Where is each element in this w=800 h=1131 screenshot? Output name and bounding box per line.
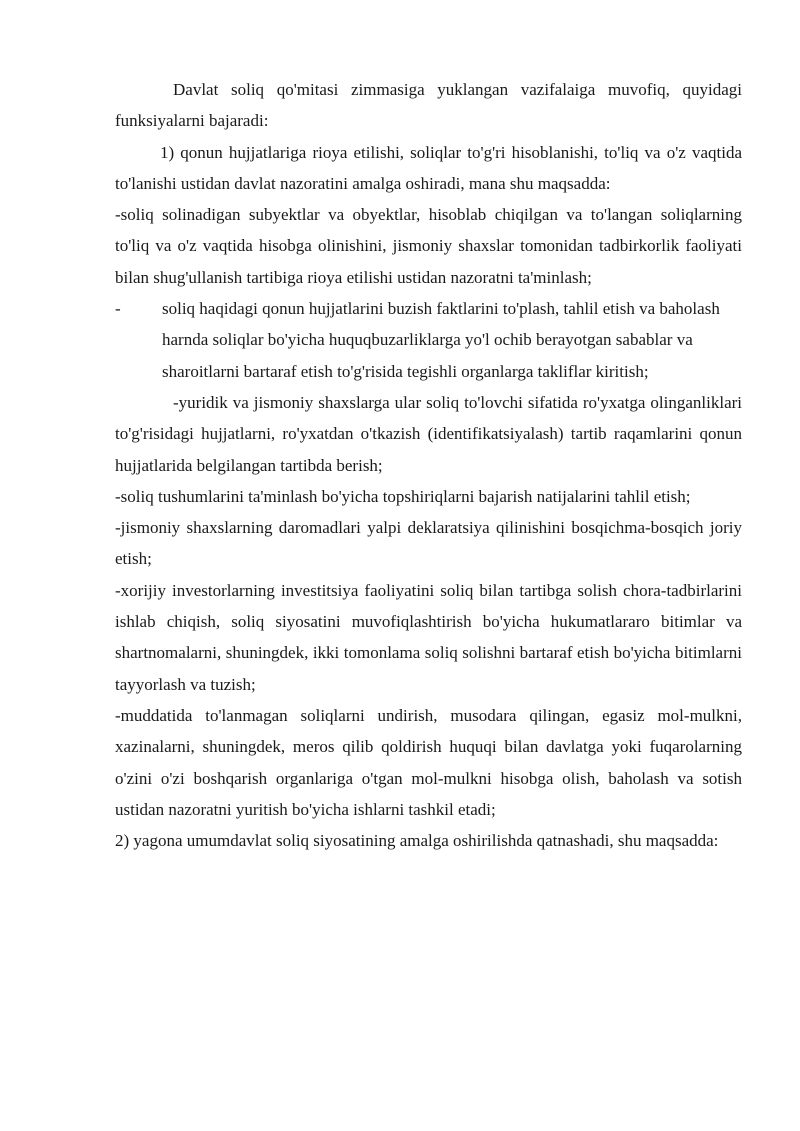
paragraph-bullet-violations <box>115 293 742 387</box>
paragraph-bullet-control: -soliq solinadigan subyektlar va obyektlar, hisoblab chiqilgan va to'langan soliqlarning to'liq va o'z vaqtida hisobga olinishini, jismoniy shaxslar tomonidan tadbirkorlik faoliyati bilan shug'ullanish tartibiga rioya etilishi ustidan nazoratni ta'minlash; <box>115 205 742 287</box>
document-body <box>115 74 742 856</box>
paragraph-intro: Davlat soliq qo'mitasi zimmasiga yuklangan vazifalaiga muvofiq, quyidagi funksiyalarni bajaradi: <box>115 80 742 131</box>
bullet-text: soliq haqidagi qonun hujjatlarini buzish faktlarini to'plash, tahlil etish va baholash harnda soliqlar bo'yicha huquqbuzarliklarga yo'l ochib berayotgan sabablar va sharoitlarni bartaraf etish to'g'risida tegishli organlarga takliflar kiritish; <box>162 299 720 381</box>
paragraph-bullet-registration: -yuridik va jismoniy shaxslarga ular soliq to'lovchi sifatida ro'yxatga olinganliklari to'g'risidagi hujjatlarni, ro'yxatdan o'tkazish (identifikatsiyalash) tartib raqamlarini qonun hujjatlarida belgilangan tartibda berish; <box>115 392 742 475</box>
paragraph-bullet-revenue: -soliq tushumlarini ta'minlash bo'yicha topshiriqlarni bajarish natijalarini tahlil etish; <box>115 486 691 506</box>
paragraph-bullet-declaration: -jismoniy shaxslarning daromadlari yalpi deklaratsiya qilinishini bosqichma-bosqich joriy etish; <box>115 518 742 569</box>
paragraph-bullet-investors: -xorijiy investorlarning investitsiya faoliyatini soliq bilan tartibga solish chora-tadbirlarini ishlab chiqish, soliq siyosatini muvofiqlashtirish bo'yicha hukumatlararo bitimlar va shartnomalarni, shuningdek, ikki tomonlama soliq solishni bartaraf etish bo'yicha bitimlarni tayyorlash va tuzish; <box>115 580 742 694</box>
bullet-dash: - <box>115 299 121 319</box>
paragraph-item-2: 2) yagona umumdavlat soliq siyosatining amalga oshirilishda qatnashadi, shu maqsadda: <box>115 831 719 851</box>
paragraph-item-1: 1) qonun hujjatlariga rioya etilishi, soliqlar to'g'ri hisoblanishi, to'liq va o'z vaqtida to'lanishi ustidan davlat nazoratini amalga oshiradi, mana shu maqsadda: <box>115 142 742 193</box>
paragraph-bullet-collection: -muddatida to'lanmagan soliqlarni undirish, musodara qilingan, egasiz mol-mulkni, xazinalarni, shuningdek, meros qilib qoldirish huquqi bilan davlatga yoki fuqarolarning o'zini o'zi boshqarish organlariga o'tgan mol-mulkni hisobga olish, baholash va sotish ustidan nazoratni yuritish bo'yicha ishlarni tashkil etadi; <box>115 705 742 819</box>
